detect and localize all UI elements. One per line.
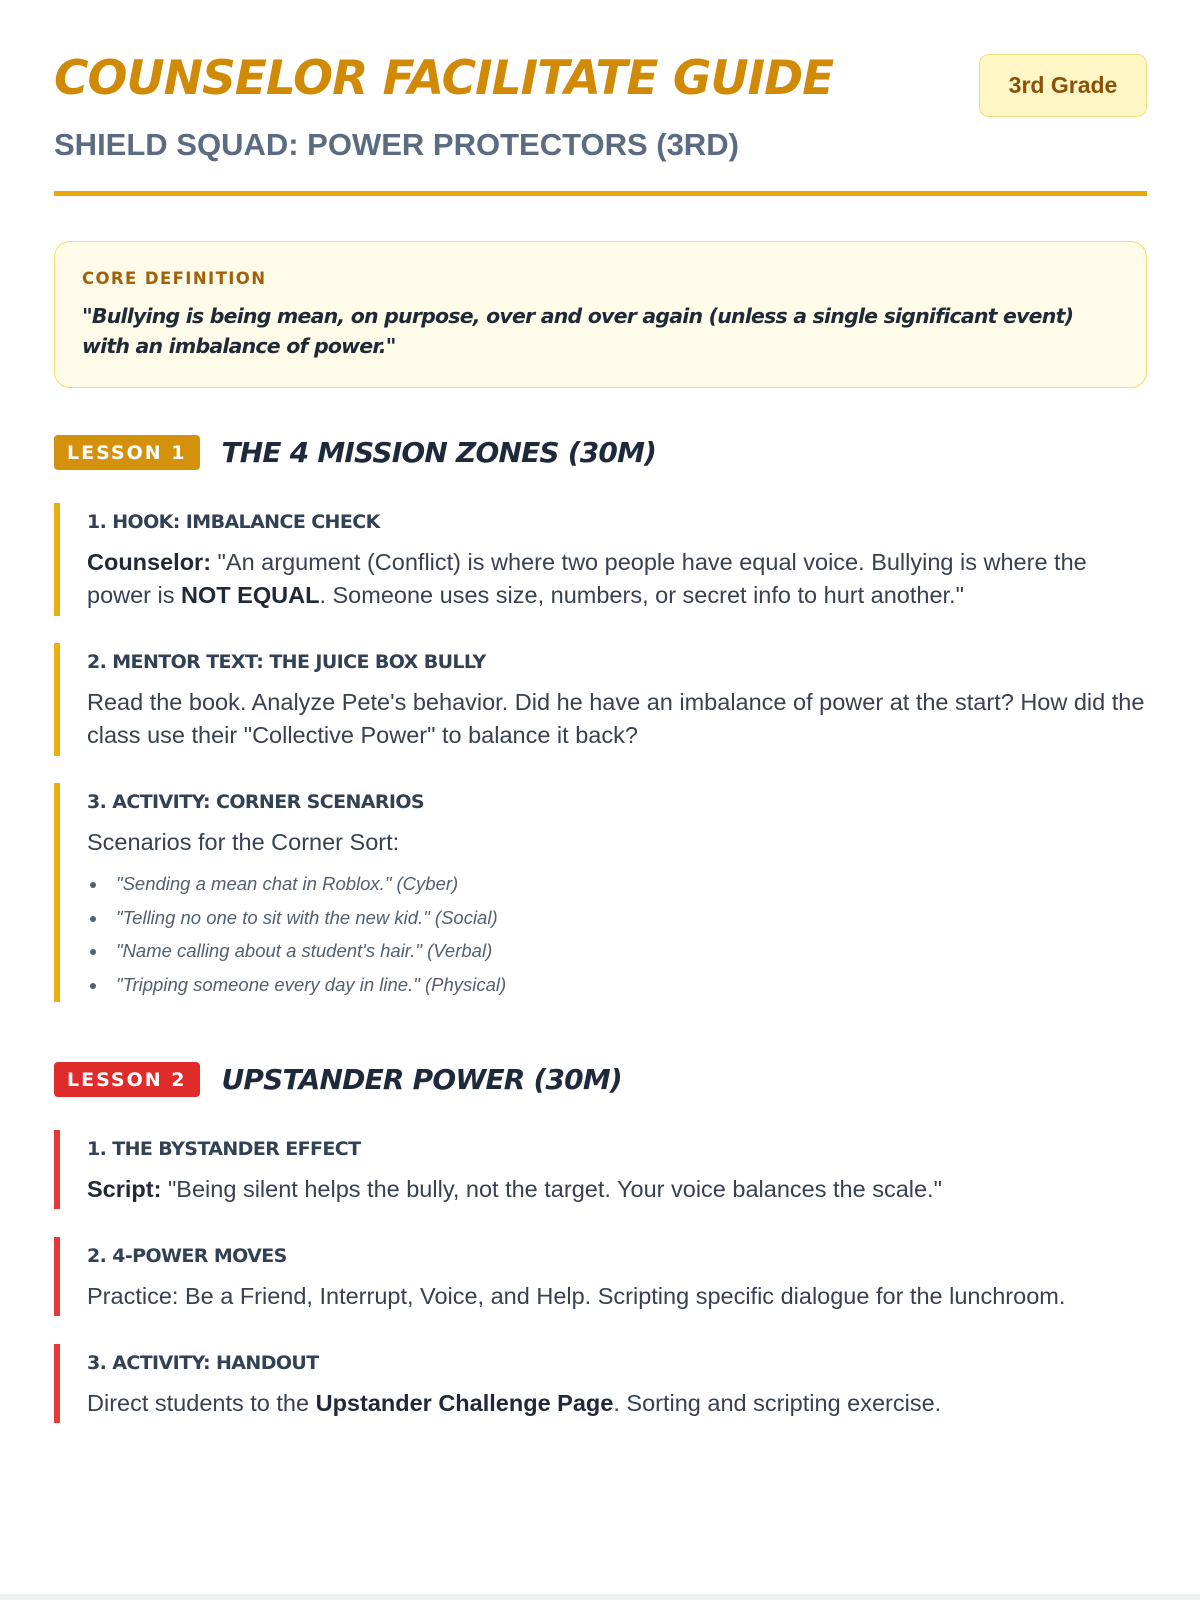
lesson-2-badge: LESSON 2 <box>54 1062 200 1097</box>
page-header <box>54 0 1147 196</box>
step-text: "Being silent helps the bully, not the target. Your voice balances the scale." <box>161 1176 942 1202</box>
footer-strip <box>0 1594 1200 1600</box>
scenario-text: "Telling no one to sit with the new kid." (Social) <box>116 906 498 928</box>
grade-badge: 3rd Grade <box>979 54 1147 117</box>
step-title: 1. HOOK: IMBALANCE CHECK <box>87 511 380 533</box>
lesson-1-header <box>54 435 656 470</box>
bullet-icon <box>90 882 96 888</box>
step-body <box>87 1387 1147 1420</box>
lesson-1-step-2 <box>54 643 1147 756</box>
lesson-2-step-2 <box>54 1237 1147 1316</box>
page-title: COUNSELOR FACILITATE GUIDE <box>54 51 834 106</box>
step-body: Practice: Be a Friend, Interrupt, Voice, and Help. Scripting specific dialogue for the lunchroom. <box>87 1283 1066 1309</box>
step-lead: Counselor: <box>87 549 212 575</box>
step-accent-bar <box>54 643 60 756</box>
lesson-1-step-3 <box>54 783 1147 1002</box>
list-item <box>87 867 1147 901</box>
step-accent-bar <box>54 1344 60 1423</box>
step-accent-bar <box>54 783 60 1002</box>
lesson-2-step-1 <box>54 1130 1147 1209</box>
step-title: 2. 4-POWER MOVES <box>87 1245 287 1267</box>
step-accent-bar <box>54 503 60 616</box>
lesson-1-title: THE 4 MISSION ZONES (30M) <box>221 436 657 469</box>
step-body: Read the book. Analyze Pete's behavior. Did he have an imbalance of power at the start? How did the class use their "Collective Power" to balance it back? <box>87 689 1145 748</box>
step-body: Scenarios for the Corner Sort: <box>87 829 400 855</box>
step-text: "An argument (Conflict) is where two people have equal voice. Bullying is where the power is <box>87 549 1087 608</box>
scenario-text: "Sending a mean chat in Roblox." (Cyber) <box>116 873 459 894</box>
step-accent-bar <box>54 1237 60 1316</box>
lesson-2-step-3 <box>54 1344 1147 1423</box>
page-subtitle: SHIELD SQUAD: POWER PROTECTORS (3RD) <box>54 127 739 162</box>
list-item <box>87 901 1147 935</box>
step-lead: Script: <box>87 1176 162 1202</box>
lesson-2-title: UPSTANDER POWER (30M) <box>221 1063 622 1096</box>
bullet-icon <box>90 916 96 922</box>
scenario-list <box>87 867 1147 1001</box>
step-title: 3. ACTIVITY: CORNER SCENARIOS <box>87 791 424 813</box>
handout-link-text: Upstander Challenge Page <box>315 1390 614 1416</box>
step-title: 2. MENTOR TEXT: THE JUICE BOX BULLY <box>87 651 486 673</box>
bullet-icon <box>90 949 96 955</box>
step-body <box>87 1173 1147 1206</box>
step-text: . Someone uses size, numbers, or secret info to hurt another." <box>319 582 964 608</box>
step-accent-bar <box>54 1130 60 1209</box>
list-item <box>87 968 1147 1002</box>
lesson-1-step-1 <box>54 503 1147 616</box>
scenario-text: "Name calling about a student's hair." (Verbal) <box>116 940 493 961</box>
step-emphasis: NOT EQUAL <box>181 582 320 608</box>
lesson-1-badge: LESSON 1 <box>54 435 200 470</box>
step-title: 3. ACTIVITY: HANDOUT <box>87 1352 319 1374</box>
definition-quote: "Bullying is being mean, on purpose, over and over again (unless a single significant event) with an imbalance of power." <box>82 303 1074 358</box>
scenario-text: "Tripping someone every day in line." (Physical) <box>116 973 507 995</box>
list-item <box>87 934 1147 968</box>
core-definition-box <box>54 241 1147 388</box>
bullet-icon <box>90 983 96 989</box>
step-body <box>87 546 1147 612</box>
definition-label: CORE DEFINITION <box>82 269 267 288</box>
step-title: 1. THE BYSTANDER EFFECT <box>87 1138 361 1160</box>
guide-page <box>54 0 1147 1416</box>
step-text: . Sorting and scripting exercise. <box>613 1390 942 1416</box>
lesson-2-header <box>54 1062 622 1097</box>
step-text: Direct students to the <box>87 1390 316 1416</box>
